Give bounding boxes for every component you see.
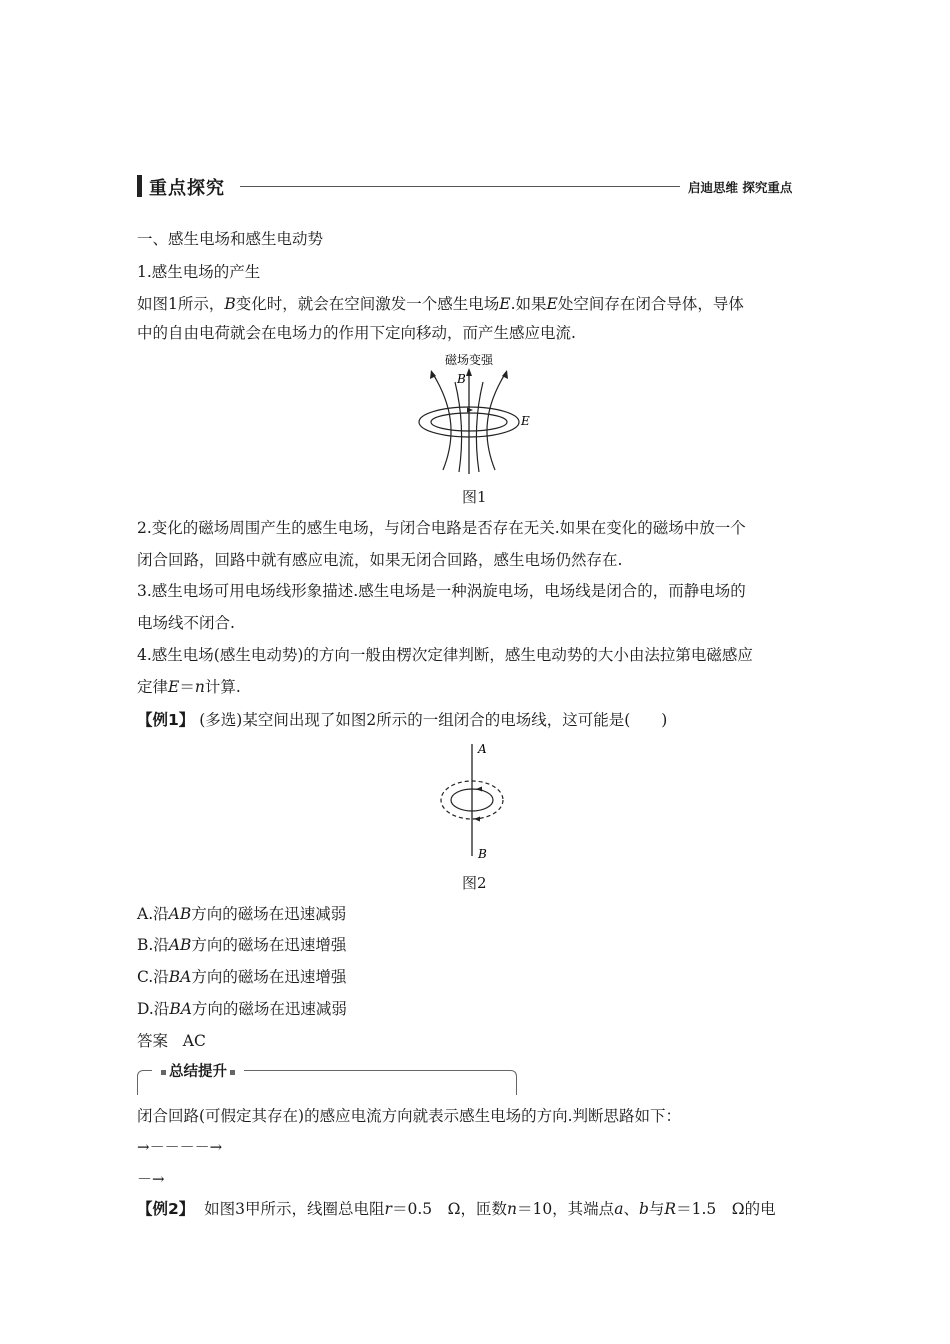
reasoning-arrow-row-1: →－－－－→ [137,1138,223,1156]
section-header-title: 重点探究 [149,178,225,199]
paragraph-2-line-2: 闭合回路，回路中就有感应电流，如果无闭合回路，感生电场仍然存在. [137,551,623,569]
paragraph-4-line-2: 定律E＝n计算. [137,678,241,696]
fig2-ring-arrow-bottom [474,817,480,822]
fig1-e-label: E [521,414,530,428]
fig1-field-line-right-outer [487,374,505,470]
example-1-question: 【例1】 (多选)某空间出现了如图2所示的一组闭合的电场线，这可能是( ) [137,711,668,729]
summary-text: 闭合回路(可假定其存在)的感应电流方向就表示感生电场的方向.判断思路如下： [137,1107,682,1125]
header-subtitle: 启迪思维 探究重点 [688,180,793,195]
section-title: 一、感生电场和感生电动势 [137,230,324,248]
example-2-question: 【例2】 如图3甲所示，线圈总电阻r＝0.5 Ω，匝数n＝10，其端点a、b与R＝1.5 Ω的电 [137,1200,776,1218]
paragraph-3-line-2: 电场线不闭合. [137,614,235,632]
fig1-ring-arrow [467,408,473,413]
paragraph-1-line-1: 如图1所示，B变化时，就会在空间激发一个感生电场E.如果E处空间存在闭合导体，导体 [137,295,744,313]
fig1-axis-arrow [466,368,472,376]
option-c: C.沿BA方向的磁场在迅速增强 [137,968,347,986]
fig1-top-label: 磁场变强 [445,353,494,367]
fig1-field-line-right-inner [476,382,483,472]
paragraph-3-line-1: 3.感生电场可用电场线形象描述.感生电场是一种涡旋电场，电场线是闭合的，而静电场的 [137,582,746,600]
option-b: B.沿AB方向的磁场在迅速增强 [137,936,347,954]
answer-line: 答案 AC [137,1032,206,1050]
paragraph-4-line-1: 4.感生电场(感生电动势)的方向一般由楞次定律判断，感生电动势的大小由法拉第电磁感应 [137,646,753,664]
figure-2-diagram [436,742,526,864]
figure-1-caption: 图1 [462,488,487,506]
option-d: D.沿BA方向的磁场在迅速减弱 [137,1000,347,1018]
header-divider [240,186,680,187]
header-bar-accent [137,175,142,197]
fig2-b-label: B [478,847,487,861]
paragraph-1-title: 1.感生电场的产生 [137,263,261,281]
reasoning-arrow-row-2: －→ [137,1170,165,1188]
fig1-field-line-left-outer [433,374,451,470]
paragraph-1-line-2: 中的自由电荷就会在电场力的作用下定向移动，而产生感应电流. [137,324,576,342]
summary-label: 总结提升 [152,1060,244,1081]
option-a: A.沿AB方向的磁场在迅速减弱 [137,905,347,923]
figure-1-diagram [405,350,545,478]
fig2-a-label: A [478,742,487,756]
fig1-b-label: B [457,372,466,386]
fig2-ring-arrow-top [476,787,482,792]
fig1-field-line-left-inner [455,382,462,472]
figure-2-caption: 图2 [462,874,487,892]
paragraph-2-line-1: 2.变化的磁场周围产生的感生电场，与闭合电路是否存在无关.如果在变化的磁场中放一个 [137,519,746,537]
